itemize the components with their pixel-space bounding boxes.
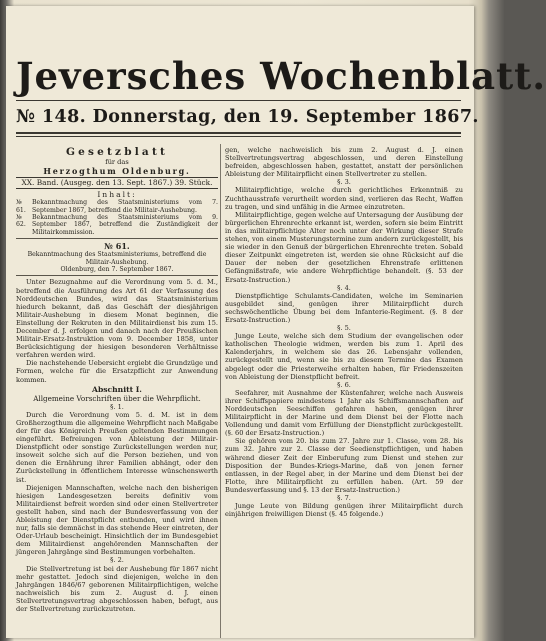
- paragraph-s7: Junge Leute von Bildung genügen ihrer Militairpflicht durch einjährigen freiwilligen Dienst (§. 45 folgende.): [225, 502, 463, 519]
- paragraph-s3-2: Militairpflichtige, gegen welche auf Untersagung der Ausübung der bürgerlichen Ehrenrechte erkannt ist, werden, sofern sie beim Eintritt in das militairpflichtige Alter noch unter der Wirkung dieser Strafe stehen, von einem Musterungstermine zum andern zurückgestellt, bis sie wieder in den Genuß der bürgerlichen Ehrenrechte treten. Sobald dieser Zeitpunkt eingetreten ist, werden sie ohne Rücksicht auf die Dauer der neben der gesetzlichen Ehrenstrafe erlittenen Gefängnißstrafe, wie andere Wehrpflichtige behandelt. (§. 53 der Ersatz-Instruction.): [225, 210, 463, 284]
- paragraph-s6-2: Sie gehören vom 20. bis zum 27. Jahre zur 1. Classe, vom 28. bis zum 32. Jahre zur 2. Classe der Seedienstpflichtigen, und haben während dieser Zeit der Einberufung zum Dienst und stehen zur Disposition der Bundes-Kriegs-Marine, daß von jenen ferner entlassen, in der Regel aber, in der Marine und dem Dienst bei der Flotte, ihre Militairpflicht zu erfüllen haben. (Art. 59 der Bundesverfassung und §. 13 der Ersatz-Instruction.): [225, 437, 463, 494]
- contents-text: Bekanntmachung des Staatsministeriums vom 9. September 1867, betreffend die Zuständigkeit der Militairkommission.: [32, 214, 218, 236]
- right-column: [225, 146, 463, 518]
- law-summary: Bekanntmachung des Staatsministeriums, betreffend die Militair-Aushebung.: [27, 251, 207, 266]
- volume-line: XX. Band. (Ausgeg. den 13. Sept. 1867.) 39. Stück.: [16, 177, 218, 189]
- divider: [16, 238, 218, 239]
- contents-text: Bekanntmachung des Staatsministeriums vom 7. September 1867, betreffend die Militair-Aushebung.: [32, 199, 218, 214]
- paragraph-s2: Die Stellvertretung ist bei der Aushebung für 1867 nicht mehr gestattet. Jedoch sind diejenigen, welche in den Jahrgängen 1846/67 geborenen Militairpflichtigen, welche nachweislich bis zum 2. August d. J. einen Stellvertretungsvertrag abgeschlossen haben, befugt, aus der Stellvertretung zurückzutreten.: [16, 564, 218, 613]
- paragraph-marker: §. 7.: [337, 494, 351, 503]
- paragraph-marker: §. 1.: [110, 402, 124, 411]
- column-separator: [220, 144, 221, 638]
- contents-heading: Inhalt:: [97, 190, 137, 200]
- paragraph-continued: gen, welche nachweislich bis zum 2. August d. J. einen Stellvertretungsvertrag abgeschlossen, und deren Einstellung befreiden, abgeschlossen haben, gestattet, anstatt der persönlichen Ableistung der Militairpflicht einen Stellvertreter zu stellen.: [225, 146, 463, 179]
- divider: [16, 275, 218, 276]
- contents-item-2: [16, 214, 218, 236]
- issue-line: № 148. Donnerstag, den 19. September 1867.: [16, 107, 479, 127]
- contents-item-1: [16, 199, 218, 214]
- paragraph-marker: §. 4.: [337, 283, 351, 292]
- paragraph-marker: §. 6.: [337, 380, 351, 389]
- contents-number: № 61.: [16, 199, 26, 214]
- contents-number: № 62.: [16, 214, 26, 229]
- paragraph-s3-1: Militairpflichtige, welche durch gerichtliches Erkenntniß zu Zuchthausstrafe verurtheilt worden sind, verlieren das Recht, Waffen zu tragen, und sind unfähig in die Armee einzutreten.: [225, 186, 463, 211]
- gesetzblatt-for: für das: [105, 158, 129, 166]
- paragraph-s5: Junge Leute, welche sich dem Studium der evangelischen oder katholischen Theologie widmen, werden bis zum 1. April des Kalenderjahrs, in welchem sie das 26. Lebensjahr vollenden, zurückgestellt und, wenn sie bis zu diesem Termine das Examen abgelegt oder die Priesterweihe erhalten haben, für Friedenszeiten von Ableistung der Dienstpflicht befreit.: [225, 332, 463, 381]
- paragraph-marker: §. 3.: [337, 178, 351, 187]
- law-date: Oldenburg, den 7. September 1867.: [60, 266, 174, 274]
- gesetzblatt-state: Herzogthum Oldenburg.: [43, 166, 191, 177]
- paragraph-s4: Dienstpflichtige Schulamts-Candidaten, welche im Seminarien ausgebildet sind, genügen ihrer Militairpflicht durch sechswöchentliche Übung bei dem Infanterie-Regiment. (§. 8 der Ersatz-Instruction.): [225, 291, 463, 324]
- section-subheading: Allgemeine Vorschriften über die Wehrpflicht.: [33, 393, 201, 403]
- gesetzblatt-title: Gesetzblatt: [65, 146, 169, 158]
- paragraph-intro-1: Unter Bezugnahme auf die Verordnung vom 5. d. M., betreffend die Ausführung des Art 61 der Verfassung des Norddeutschen Bundes, wird das Staatsministerium hiedurch bekannt, daß das Geschäft der diesjährigen Militair-Aushebung in diesem Monat beginnen, die Einstellung der Rekruten in den Militairdienst bis zum 15. December d. J. erfolgen und danach nach der Preußischen Militair-Ersatz-Instruktion vom 9. December 1858, unter Berücksichtigung der hiesigen besonderen Verhältnisse verfahren werden wird.: [16, 278, 218, 360]
- left-column: [16, 146, 218, 613]
- masthead-title: Jeversches Wochenblatt.: [16, 54, 546, 98]
- paragraph-marker: §. 2.: [110, 556, 124, 565]
- paragraph-intro-2: Die nachstehende Uebersicht ergiebt die Grundzüge und Formen, welche für die Ersatzpflicht zur Anwendung kommen.: [16, 359, 218, 384]
- paragraph-marker: §. 5.: [337, 324, 351, 333]
- section-heading: Abschnitt I.: [92, 384, 142, 394]
- paragraph-s1-1: Durch die Verordnung vom 5. d. M. ist in dem Großherzogthum die allgemeine Wehrpflicht nach Maßgabe der für das Königreich Preußen geltenden Bestimmungen eingeführt. Befreiungen von Ableistung der Militair-Dienstpflicht oder sonstige Zurückstellungen werden nur, insoweit solche sich auf die Person beziehen, und von denen die Ernährung ihrer Familien abhängt, oder den Zurückstellung in öffentlichem Interesse wünschenswerth ist.: [16, 410, 218, 484]
- paragraph-s6-1: Seefahrer, mit Ausnahme der Küstenfahrer, welche nach Ausweis ihrer Schiffspapiere mindestens 1 Jahr als Schiffsmannschaften auf Norddeutschen Seeschiffen gefahren haben, genügen ihrer Militairpflicht in der Marine und dem Dienst bei der Flotte nach Vollendung und damit vom Erfüllung der Dienstpflicht zurückgestellt. (§. 60 der Ersatz-Instruction.): [225, 388, 463, 438]
- masthead-rule: [16, 100, 461, 101]
- issue-rule-thin: [16, 136, 461, 137]
- law-number: № 61.: [104, 241, 130, 252]
- newspaper-page: [6, 6, 546, 638]
- issue-rule-thick: [16, 132, 461, 134]
- paragraph-s1-2: Diejenigen Mannschaften, welche nach den bisherigen hiesigen Landesgesetzen bereits definitiv vom Militairdienst befreit worden sind oder einen Stellvertreter gestellt haben, sind nach der Bundesverfassung von der Ableistung der Dienstpflicht entbunden, und wird ihnen nur, falls sie demnächst in das stehende Heer eintreten, der Oder-Urlaub bescheinigt. Hinsichtlich der im Bundesgebiet dem Militairdienst angehörenden Mannschaften der jüngeren Jahrgänge sind Bestimmungen vorbehalten.: [16, 483, 218, 557]
